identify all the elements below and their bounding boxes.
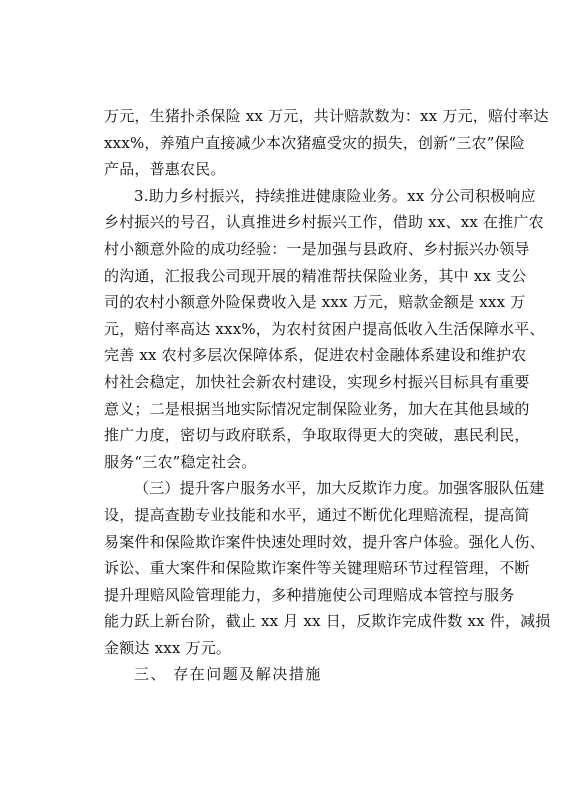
paragraph-start-line: 3.助力乡村振兴，持续推进健康险业务。xx 分公司积极响应 <box>134 186 536 205</box>
text-line: 金额达 xxx 万元。 <box>104 638 232 657</box>
text-line: 乡村振兴的号召，认真推进乡村振兴工作，借助 xx、xx 在推广农 <box>104 213 544 232</box>
text-line: 提升理赔风险管理能力，多种措施使公司理赔成本管控与服务 <box>104 585 515 604</box>
text-line: 的沟通，汇报我公司现开展的精准帮扶保险业务，其中 xx 支公 <box>104 266 527 285</box>
text-line: 产品，普惠农民。 <box>104 160 226 179</box>
text-line: 村社会稳定，加快社会新农村建设，实现乡村振兴目标具有重要 <box>104 372 530 391</box>
section-heading: 三、 存在问题及解决措施 <box>134 665 322 684</box>
text-line: 司的农村小额意外险保费收入是 xxx 万元，赔款金额是 xxx 万 <box>104 293 526 312</box>
document-body <box>104 103 551 688</box>
text-line: 意义；二是根据当地实际情况定制保险业务，加大在其他县域的 <box>104 399 530 418</box>
text-line: 能力跃上新台阶，截止 xx 月 xx 日，反欺诈完成件数 xx 件，减损 <box>104 612 551 631</box>
text-line: 元，赔付率高达 xxx%，为农村贫困户提高低收入生活保障水平、 <box>104 319 545 338</box>
text-line: 万元，生猪扑杀保险 xx 万元，共计赔款数为：xx 万元，赔付率达 <box>104 107 549 125</box>
text-line: 服务“三农”稳定社会。 <box>104 452 257 471</box>
text-line: 诉讼、重大案件和保险欺诈案件等关键理赔环节过程管理，不断 <box>104 559 530 578</box>
text-line: xxx%，养殖户直接减少本次猪瘟受灾的损失，创新“三农”保险 <box>104 133 525 152</box>
paragraph-start-line: （三）提升客户服务水平，加大反欺诈力度。加强客服队伍建 <box>134 479 545 498</box>
text-line: 完善 xx 农村多层次保障体系，促进农村金融体系建设和维护农 <box>104 346 527 365</box>
text-line: 村小额意外险的成功经验：一是加强与县政府、乡村振兴办领导 <box>104 239 530 258</box>
text-line: 易案件和保险欺诈案件快速处理时效，提升客户体验。强化人伤、 <box>104 532 545 551</box>
text-line: 设，提高查勘专业技能和水平，通过不断优化理赔流程，提高简 <box>104 505 530 524</box>
text-line: 推广力度，密切与政府联系，争取取得更大的突破，惠民利民， <box>104 426 530 445</box>
